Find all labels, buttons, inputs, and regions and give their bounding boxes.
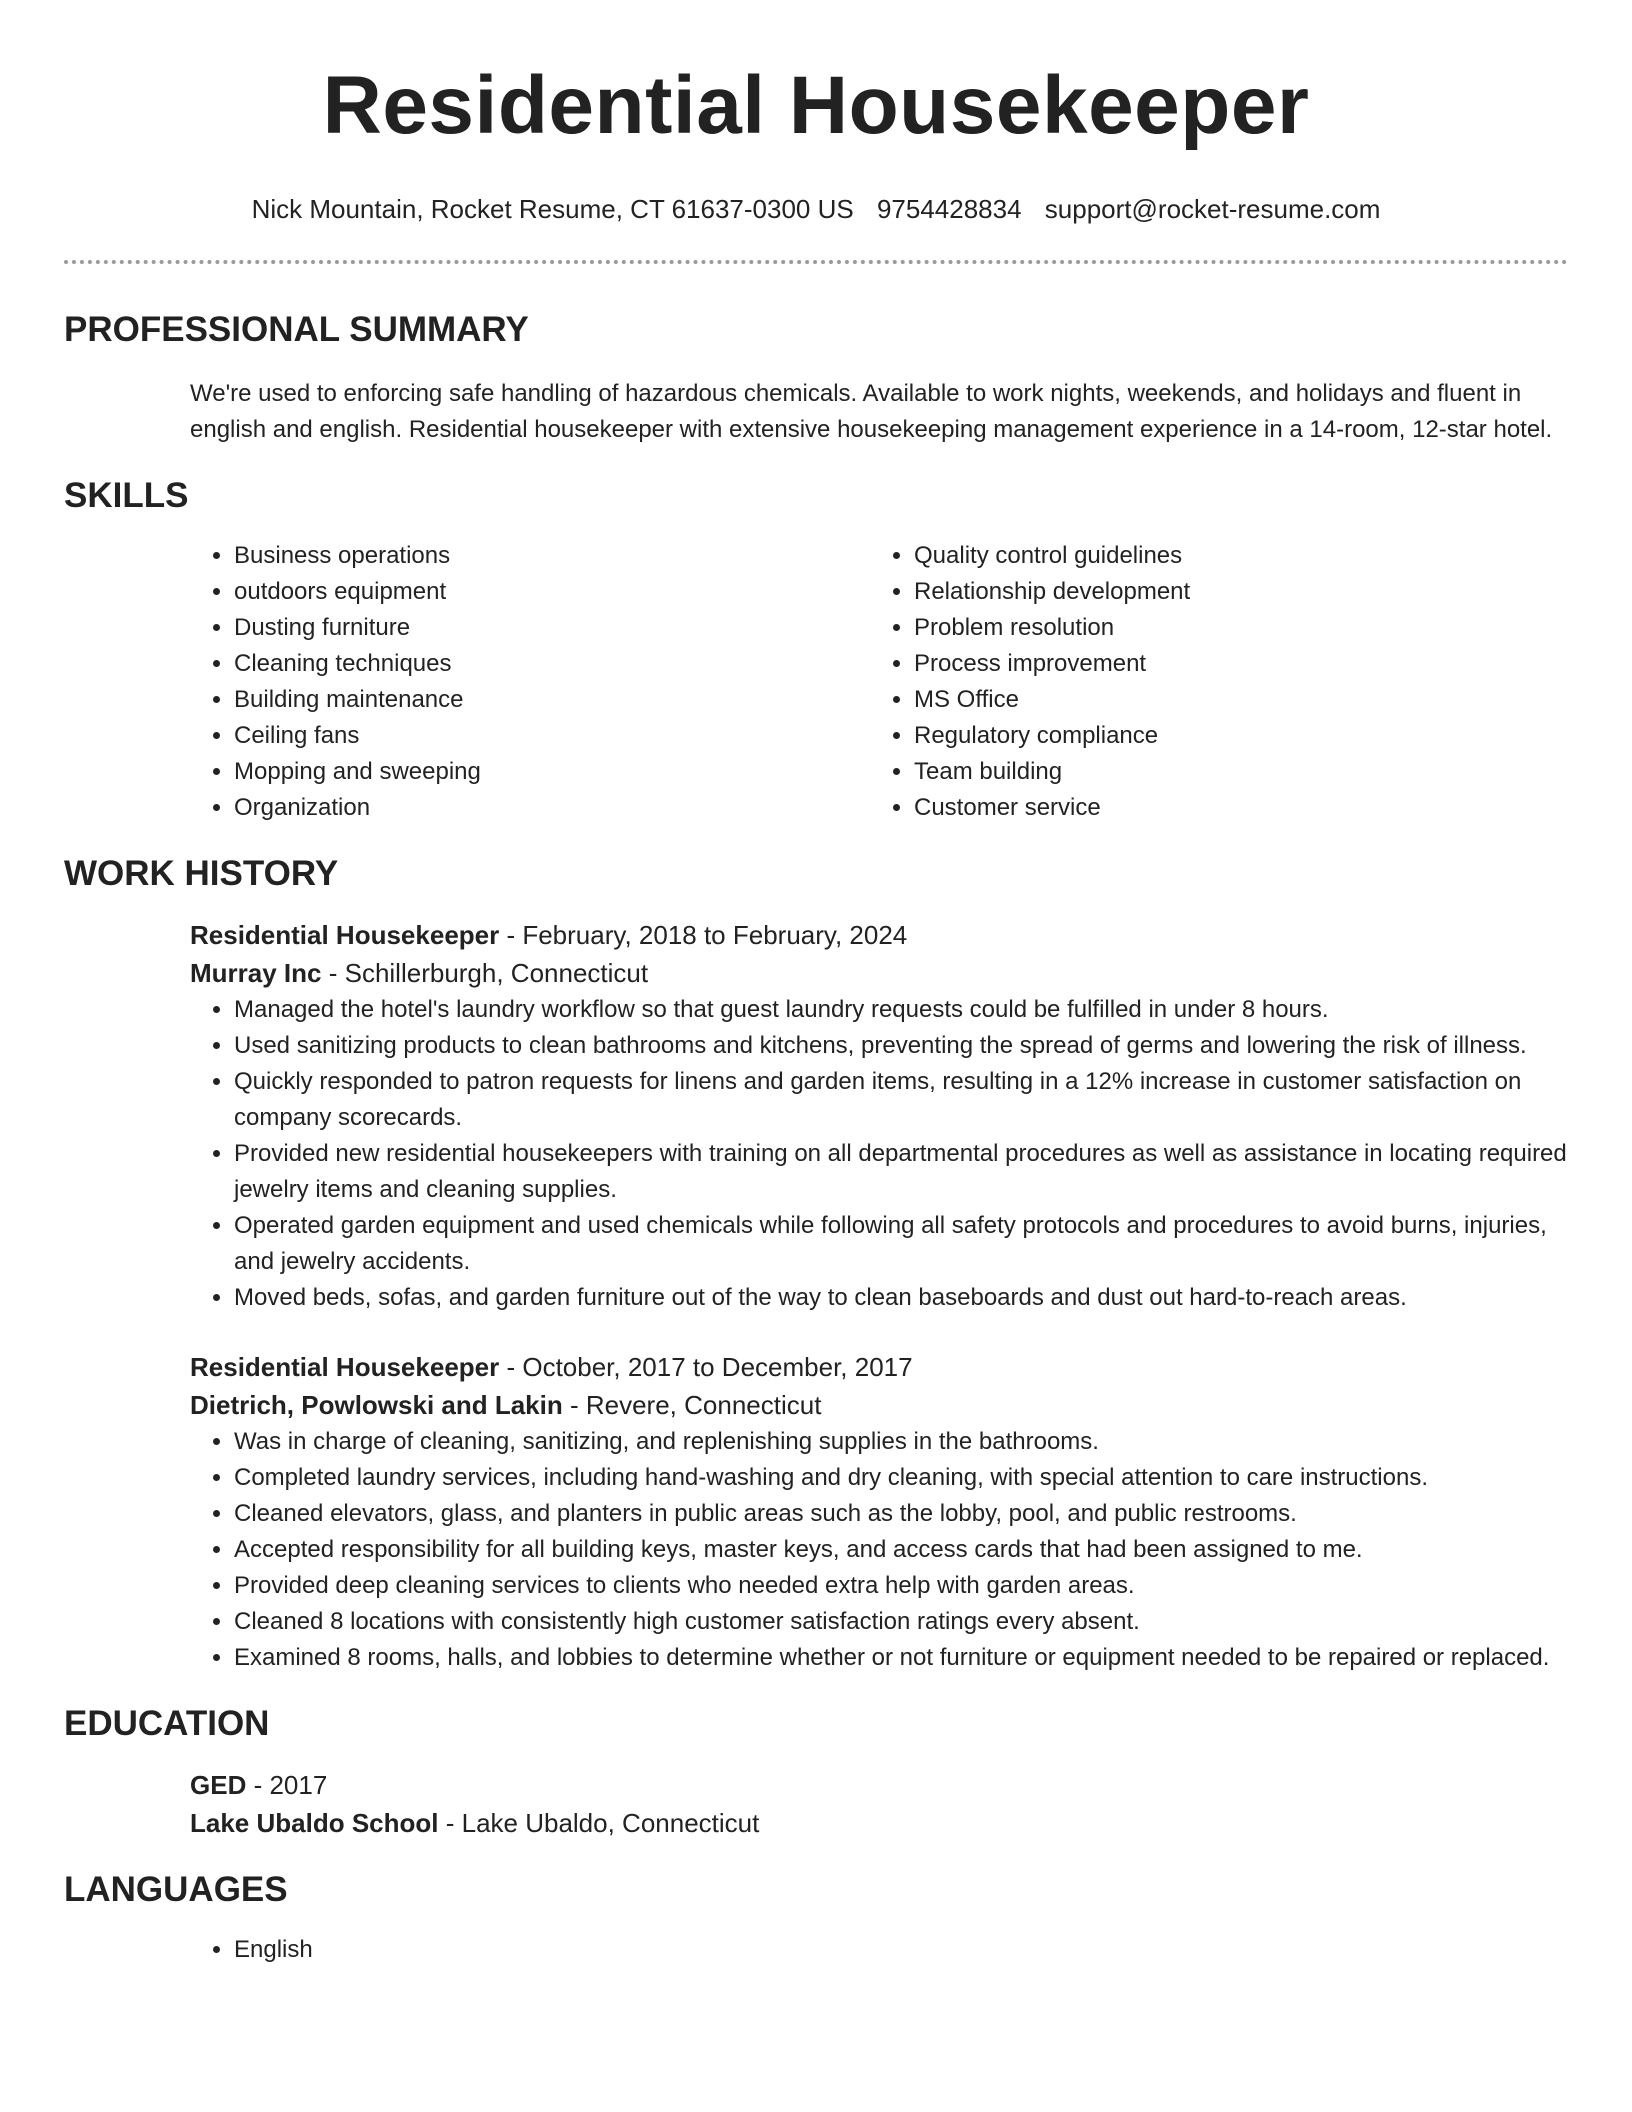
list-item: • Cleaned 8 locations with consistently high customer satisfaction ratings every absent.	[234, 1604, 1568, 1640]
list-item: • Business operations	[234, 538, 870, 574]
list-item: • Customer service	[914, 790, 1550, 826]
education-degree-line	[190, 1766, 1568, 1804]
skills-list-right	[870, 538, 1550, 826]
contact-email: support@rocket-resume.com	[1044, 194, 1381, 224]
education-location: - Lake Ubaldo, Connecticut	[438, 1808, 760, 1838]
education-section	[64, 1702, 1568, 1842]
contact-phone: 9754428834	[876, 194, 1022, 224]
list-item: • MS Office	[914, 682, 1550, 718]
job-location: - Revere, Connecticut	[562, 1390, 822, 1420]
list-item: • Was in charge of cleaning, sanitizing, and replenishing supplies in the bathrooms.	[234, 1424, 1568, 1460]
job-location: - Schillerburgh, Connecticut	[321, 958, 649, 988]
list-item: • Cleaned elevators, glass, and planters in public areas such as the lobby, pool, and public restrooms.	[234, 1496, 1568, 1532]
list-item: • Team building	[914, 754, 1550, 790]
job-duties	[190, 992, 1568, 1316]
list-item: • Quality control guidelines	[914, 538, 1550, 574]
skills-list-left	[190, 538, 870, 826]
contact-line	[64, 192, 1568, 226]
section-title-skills: SKILLS	[64, 476, 189, 515]
list-item: • Process improvement	[914, 646, 1550, 682]
list-item: • Building maintenance	[234, 682, 870, 718]
header-divider	[64, 260, 1568, 264]
section-title-languages: LANGUAGES	[64, 1870, 288, 1909]
skills-section	[64, 474, 1568, 826]
list-item: • Managed the hotel's laundry workflow so that guest laundry requests could be fulfilled in under 8 hours.	[234, 992, 1568, 1028]
job-title-line	[190, 916, 1568, 954]
list-item: • Dusting furniture	[234, 610, 870, 646]
section-title-education: EDUCATION	[64, 1704, 270, 1743]
list-item: • Examined 8 rooms, halls, and lobbies to determine whether or not furniture or equipment needed to be repaired or replaced.	[234, 1640, 1568, 1676]
skills-column-left	[190, 538, 870, 826]
education-year: - 2017	[246, 1770, 328, 1800]
job-company: Dietrich, Powlowski and Lakin	[190, 1390, 563, 1420]
education-degree: GED	[190, 1770, 247, 1800]
job-entry	[190, 1348, 1568, 1676]
list-item: • Provided new residential housekeepers with training on all departmental procedures as well as assistance in locating required jewelry items and cleaning supplies.	[234, 1136, 1568, 1208]
list-item: • Completed laundry services, including hand-washing and dry cleaning, with special attention to care instructions.	[234, 1460, 1568, 1496]
work-section	[64, 852, 1568, 1676]
job-title-line	[190, 1348, 1568, 1386]
languages-entry	[190, 1932, 1568, 1968]
job-entry	[190, 916, 1568, 1316]
list-item: • Cleaning techniques	[234, 646, 870, 682]
skills-columns	[190, 538, 1568, 826]
list-item: • Used sanitizing products to clean bathrooms and kitchens, preventing the spread of germs and lowering the risk of illness.	[234, 1028, 1568, 1064]
page-title: Residential Housekeeper	[322, 60, 1310, 151]
job-title: Residential Housekeeper	[190, 920, 500, 950]
job-title: Residential Housekeeper	[190, 1352, 500, 1382]
job-company-line	[190, 1386, 1568, 1424]
list-item: • Provided deep cleaning services to clients who needed extra help with garden areas.	[234, 1568, 1568, 1604]
languages-list	[190, 1932, 1568, 1968]
list-item: • Problem resolution	[914, 610, 1550, 646]
section-title-summary: PROFESSIONAL SUMMARY	[64, 310, 529, 349]
job-company-line	[190, 954, 1568, 992]
job-company: Murray Inc	[190, 958, 322, 988]
list-item: • Regulatory compliance	[914, 718, 1550, 754]
list-item: • Moved beds, sofas, and garden furniture out of the way to clean baseboards and dust out hard-to-reach areas.	[234, 1280, 1568, 1316]
skills-column-right	[870, 538, 1550, 826]
list-item: • Relationship development	[914, 574, 1550, 610]
contact-address: Nick Mountain, Rocket Resume, CT 61637-0300 US	[251, 194, 854, 224]
job-duties	[190, 1424, 1568, 1676]
summary-section	[64, 308, 1568, 448]
list-item: • Operated garden equipment and used chemicals while following all safety protocols and procedures to avoid burns, injuries, and jewelry accidents.	[234, 1208, 1568, 1280]
resume-page	[64, 0, 1568, 1968]
list-item: • English	[234, 1932, 1568, 1968]
list-item: • Organization	[234, 790, 870, 826]
list-item: • Mopping and sweeping	[234, 754, 870, 790]
list-item: • outdoors equipment	[234, 574, 870, 610]
education-school: Lake Ubaldo School	[190, 1808, 439, 1838]
section-title-work: WORK HISTORY	[64, 854, 339, 893]
list-item: • Quickly responded to patron requests for linens and garden items, resulting in a 12% increase in customer satisfaction on company scorecards.	[234, 1064, 1568, 1136]
summary-text: We're used to enforcing safe handling of hazardous chemicals. Available to work nights, weekends, and holidays and fluent in english and english. Residential housekeeper with extensive housekeeping management experience in a 14-room, 12-star hotel.	[190, 380, 1553, 443]
job-dates: - February, 2018 to February, 2024	[499, 920, 908, 950]
list-item: • Accepted responsibility for all building keys, master keys, and access cards that had been assigned to me.	[234, 1532, 1568, 1568]
job-dates: - October, 2017 to December, 2017	[499, 1352, 913, 1382]
education-school-line	[190, 1804, 1568, 1842]
education-entry	[190, 1766, 1568, 1842]
list-item: • Ceiling fans	[234, 718, 870, 754]
languages-section	[64, 1868, 1568, 1968]
